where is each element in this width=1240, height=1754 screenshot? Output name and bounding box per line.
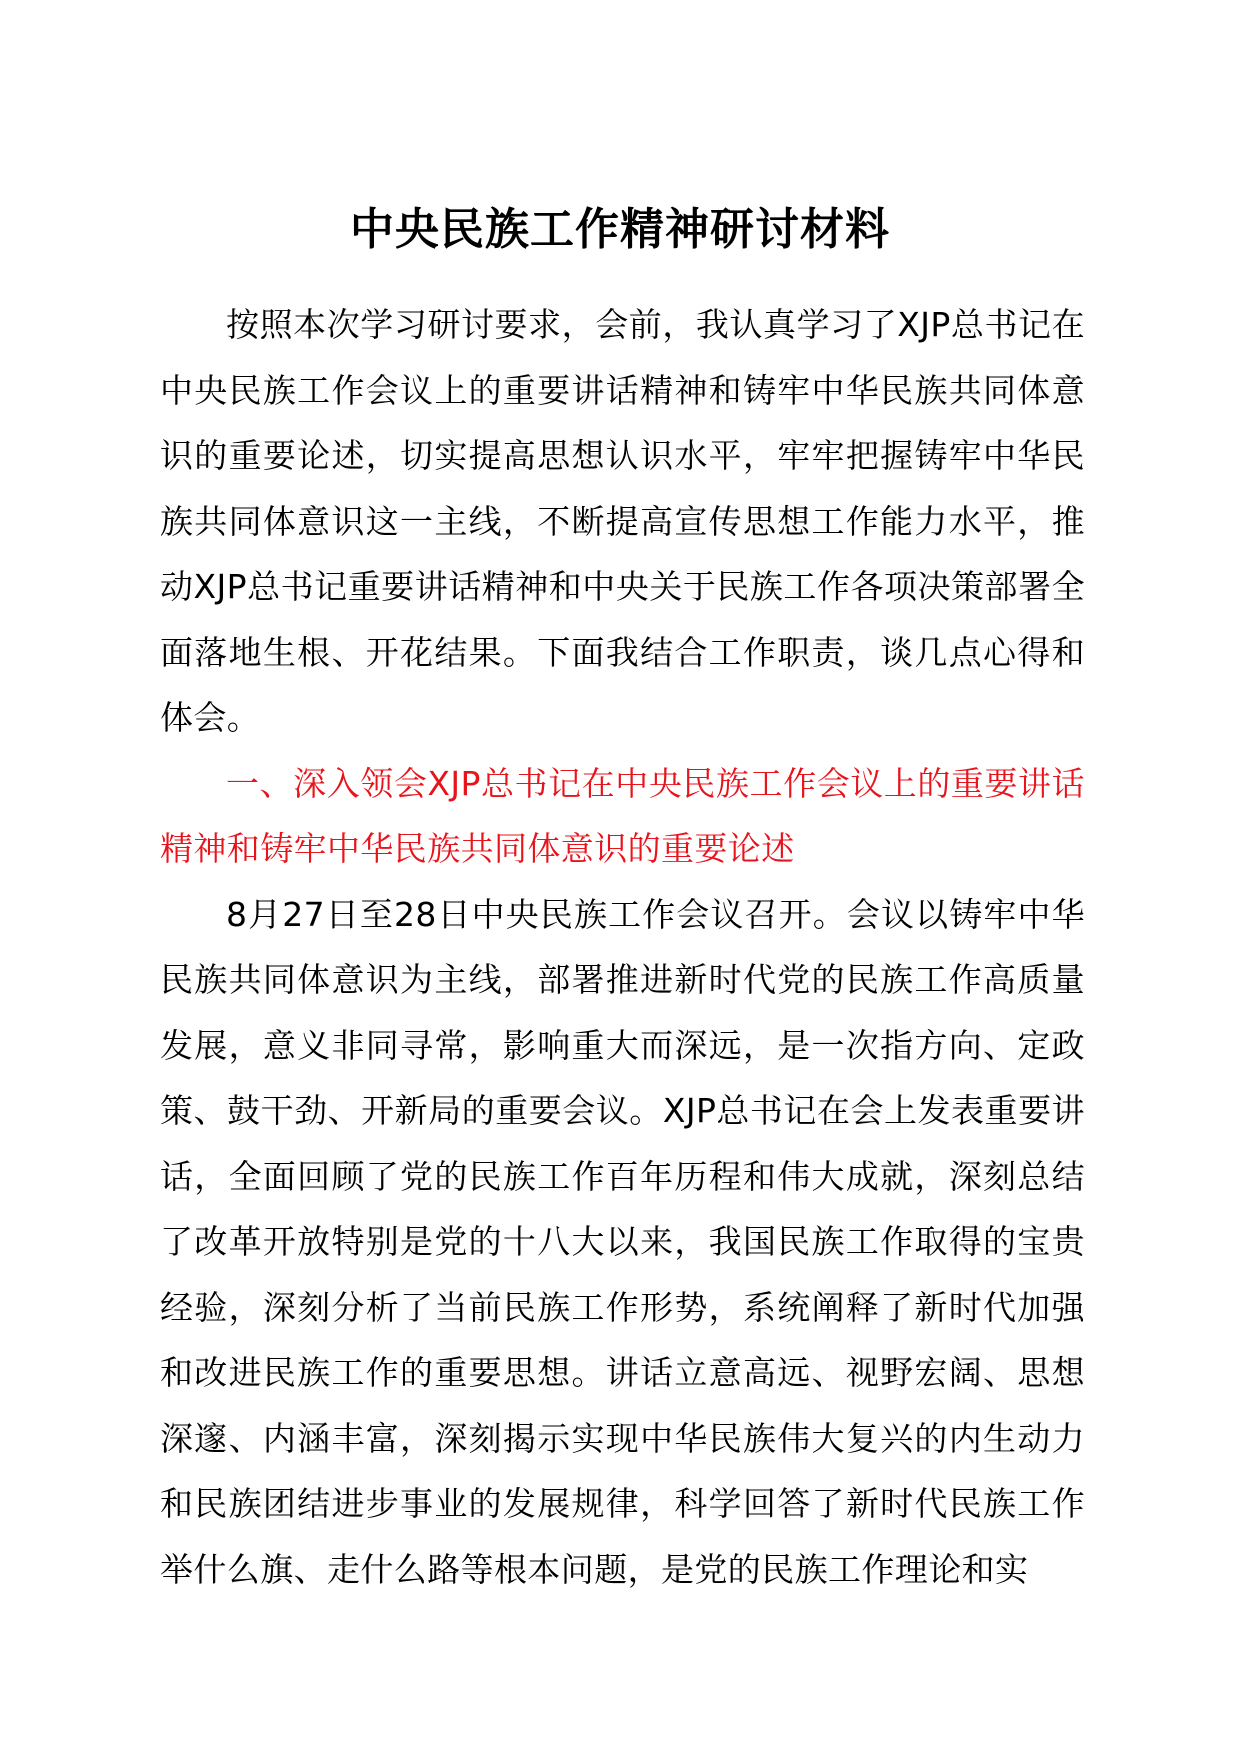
section-heading-1: 一、深入领会XJP总书记在中央民族工作会议上的重要讲话精神和铸牢中华民族共同体意识的重要论述 [160,763,1085,868]
section-1-paragraph: 8月27日至28日中央民族工作会议召开。会议以铸牢中华民族共同体意识为主线，部署推进新时代党的民族工作高质量发展，意义非同寻常，影响重大而深远，是一次指方向、定政策、鼓干劲、开新局的重要会议。XJP总书记在会上发表重要讲话，全面回顾了党的民族工作百年历程和伟大成就，深刻总结了改革开放特别是党的十八大以来，我国民族工作取得的宝贵经验，深刻分析了当前民族工作形势，系统阐释了新时代加强和改进民族工作的重要思想。讲话立意高远、视野宏阔、思想深邃、内涵丰富，深刻揭示实现中华民族伟大复兴的内生动力和民族团结进步事业的发展规律，科学回答了新时代民族工作举什么旗、走什么路等根本问题，是党的民族工作理论和实 [160,894,1085,1589]
document-title: 中央民族工作精神研讨材料 [350,204,890,255]
intro-paragraph: 按照本次学习研讨要求，会前，我认真学习了XJP总书记在中央民族工作会议上的重要讲话精神和铸牢中华民族共同体意识的重要论述，切实提高思想认识水平，牢牢把握铸牢中华民族共同体意识这一主线，不断提高宣传思想工作能力水平，推动XJP总书记重要讲话精神和中央关于民族工作各项决策部署全面落地生根、开花结果。下面我结合工作职责，谈几点心得和体会。 [160,305,1085,737]
document-body [160,292,1085,1602]
